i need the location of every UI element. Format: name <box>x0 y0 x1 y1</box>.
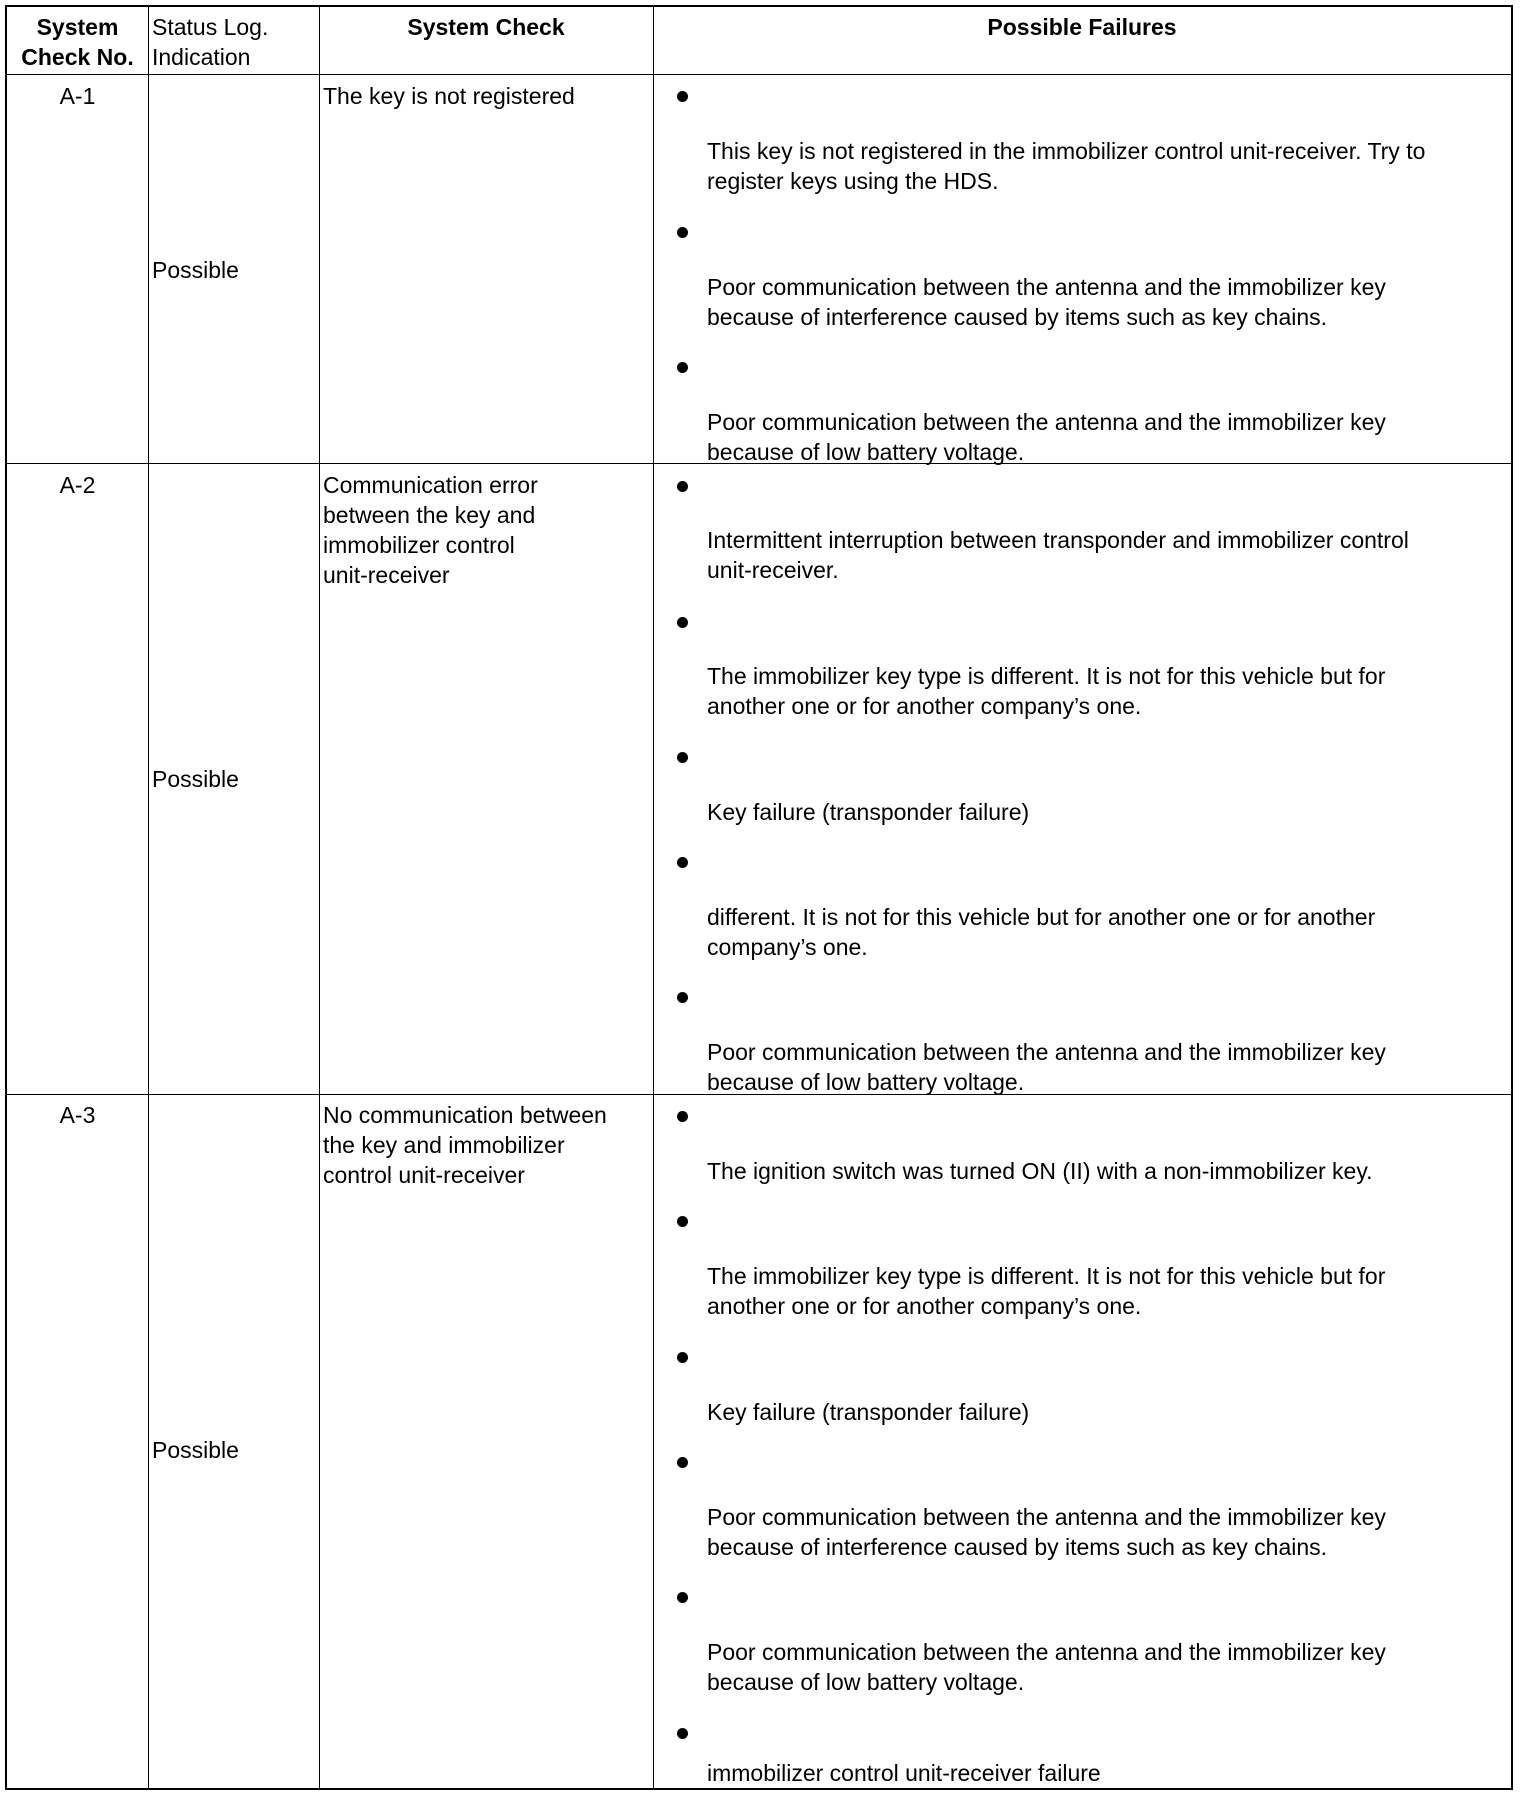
system-check-text: No communication between the key and immobilizer control unit-receiver <box>323 1102 607 1188</box>
failure-item: The immobilizer key type is different. It is not for this vehicle but for another one or for another company’s one. <box>707 663 1386 719</box>
system-check-text: Communication error between the key and immobilizer control unit-receiver <box>323 472 538 588</box>
failure-item: The ignition switch was turned ON (II) with a non-immobilizer key. <box>707 1158 1373 1184</box>
header-system-check: System Check <box>407 14 565 40</box>
bullet-icon <box>677 1216 688 1227</box>
failure-item: Poor communication between the antenna and the immobilizer key because of low battery voltage. <box>707 1639 1386 1695</box>
header-check-no: System Check No. <box>21 14 134 70</box>
column-divider <box>653 7 654 1788</box>
failure-item: Poor communication between the antenna and the immobilizer key because of interference caused by items such as key chains. <box>707 1504 1386 1560</box>
status-indication: Possible <box>152 1437 239 1463</box>
status-indication: Possible <box>152 766 239 792</box>
bullet-icon <box>677 1457 688 1468</box>
check-number: A-1 <box>59 83 96 109</box>
failure-item: immobilizer control unit-receiver failure <box>707 1760 1101 1786</box>
bullet-icon <box>677 227 688 238</box>
failure-table <box>5 5 1513 1790</box>
status-indication: Possible <box>152 257 239 283</box>
failure-item: The immobilizer key type is different. It is not for this vehicle but for another one or for another company’s one. <box>707 1263 1386 1319</box>
failure-item: Intermittent interruption between transponder and immobilizer control unit-receiver. <box>707 527 1409 583</box>
bullet-icon <box>677 1592 688 1603</box>
bullet-icon <box>677 1728 688 1739</box>
column-divider <box>319 7 320 1788</box>
failure-item: Poor communication between the antenna and the immobilizer key because of interference caused by items such as key chains. <box>707 274 1386 330</box>
bullet-icon <box>677 362 688 373</box>
failure-item: Poor communication between the antenna and the immobilizer key because of low battery voltage. <box>707 409 1386 465</box>
failure-item: Key failure (transponder failure) <box>707 799 1030 825</box>
system-check-text: The key is not registered <box>323 83 575 109</box>
failure-item: This key is not registered in the immobilizer control unit-receiver. Try to register keys using the HDS. <box>707 138 1426 194</box>
bullet-icon <box>677 91 688 102</box>
bullet-icon <box>677 617 688 628</box>
check-number: A-2 <box>59 472 96 498</box>
row-divider <box>7 74 1511 75</box>
header-status-log: Status Log. Indication <box>152 14 269 70</box>
check-number: A-3 <box>59 1102 96 1128</box>
failure-item: Poor communication between the antenna and the immobilizer key because of low battery voltage. <box>707 1039 1386 1095</box>
column-divider <box>148 7 149 1788</box>
bullet-icon <box>677 1352 688 1363</box>
bullet-icon <box>677 481 688 492</box>
bullet-icon <box>677 1111 688 1122</box>
failure-item: Key failure (transponder failure) <box>707 1399 1030 1425</box>
bullet-icon <box>677 992 688 1003</box>
bullet-icon <box>677 752 688 763</box>
bullet-icon <box>677 857 688 868</box>
failure-item: different. It is not for this vehicle but for another one or for another company’s one. <box>707 904 1376 960</box>
header-possible-failures: Possible Failures <box>987 14 1177 40</box>
